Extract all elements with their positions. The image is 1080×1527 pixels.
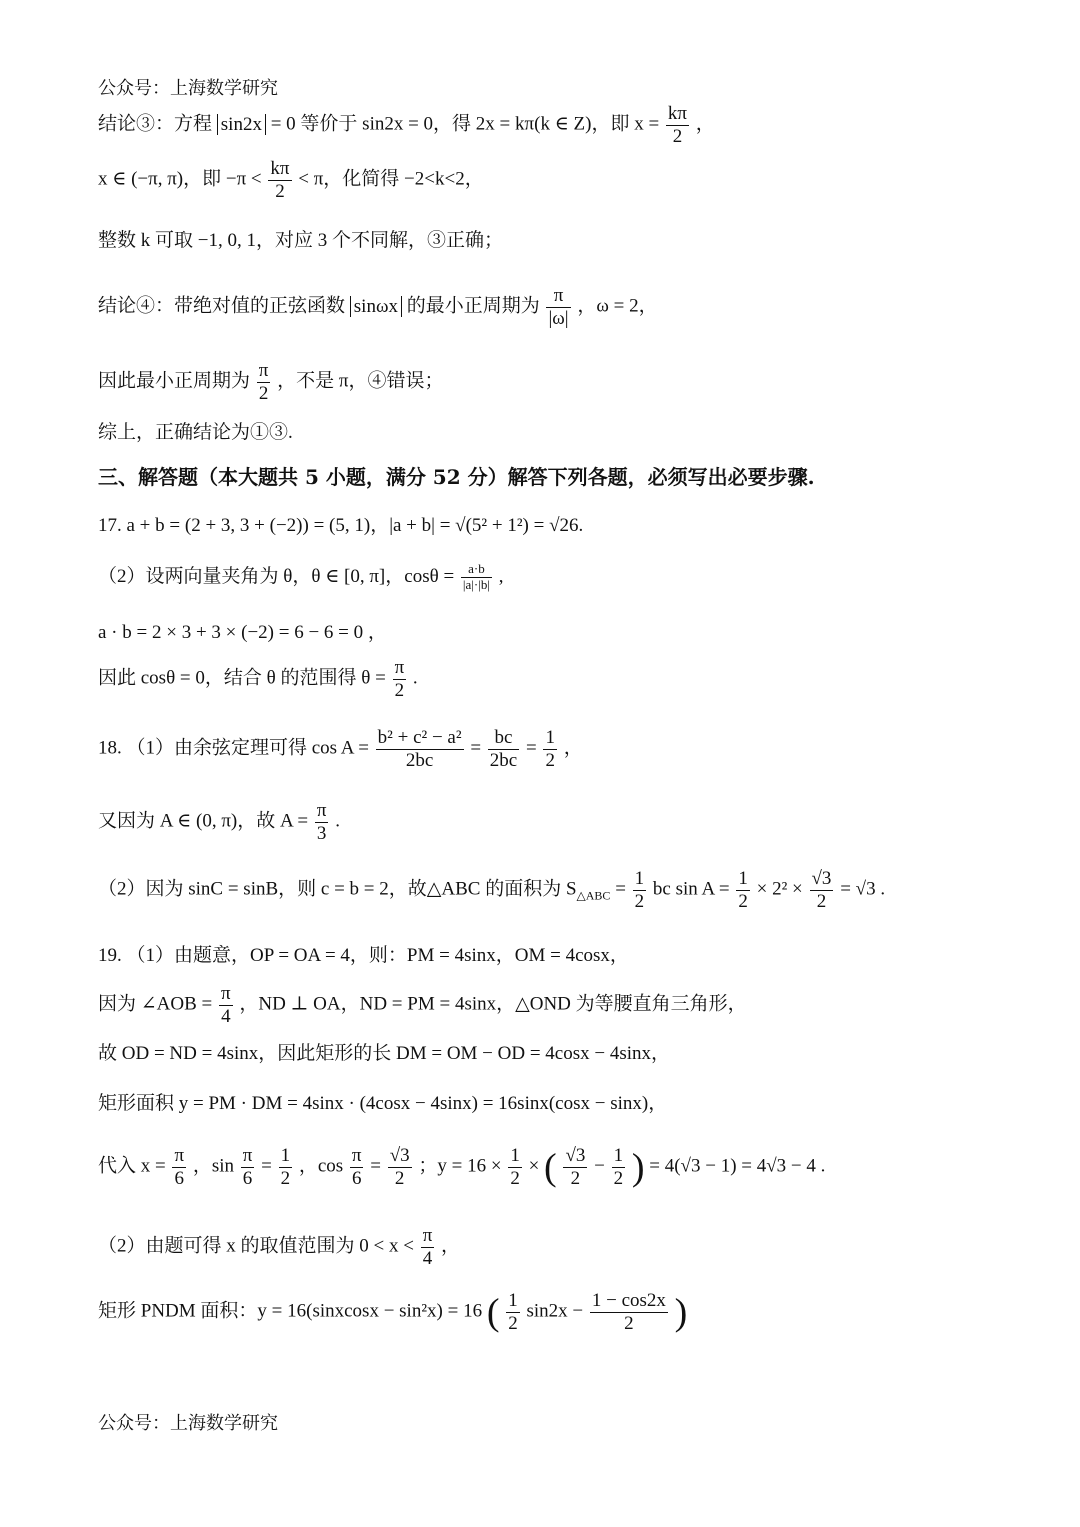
text: x ∈ (−π, π)，即 −π < bbox=[98, 168, 262, 190]
conclusion-4-line-2 bbox=[98, 360, 443, 405]
text: = √3 . bbox=[840, 878, 886, 900]
denominator: 6 bbox=[174, 1167, 185, 1189]
fraction bbox=[257, 360, 271, 405]
fraction bbox=[279, 1145, 293, 1190]
text: ，ND ⊥ OA，ND = PM = 4sinx，△OND 为等腰直角三角形， bbox=[239, 993, 747, 1015]
text: = bbox=[370, 1155, 381, 1177]
text: 结论③：方程 bbox=[98, 113, 213, 135]
fraction bbox=[376, 727, 464, 772]
q19-line-6 bbox=[98, 1225, 460, 1270]
numerator: 1 bbox=[634, 868, 645, 889]
numerator: √3 bbox=[389, 1145, 410, 1166]
numerator: π bbox=[351, 1145, 362, 1166]
numerator: π bbox=[422, 1225, 433, 1246]
fraction bbox=[393, 657, 407, 702]
text: bc sin A = bbox=[652, 878, 730, 900]
denominator: 2 bbox=[545, 749, 555, 771]
text: （2）设两向量夹角为 θ，θ ∈ [0, π]，cosθ = bbox=[98, 565, 455, 587]
text: 因此 cosθ = 0，结合 θ 的范围得 θ = bbox=[98, 667, 386, 689]
text: < π，化简得 −2<k<2， bbox=[298, 168, 484, 190]
right-paren: ) bbox=[674, 1291, 688, 1334]
denominator: 2 bbox=[280, 1167, 291, 1189]
text: 因为 ∠AOB = bbox=[98, 993, 213, 1015]
denominator: 2bc bbox=[489, 749, 518, 771]
numerator: bc bbox=[488, 727, 519, 750]
conclusion-3-line-3: 整数 k 可取 −1, 0, 1，对应 3 个不同解，③正确； bbox=[98, 230, 503, 251]
fraction bbox=[563, 1145, 587, 1190]
numerator: 1 bbox=[510, 1145, 520, 1166]
text: ， bbox=[695, 113, 715, 135]
abs-expression: sin2x bbox=[217, 114, 266, 135]
fraction bbox=[488, 727, 519, 772]
denominator: 2 bbox=[624, 1312, 634, 1334]
numerator: π bbox=[221, 983, 231, 1004]
text: 矩形 PNDM 面积：y = 16(sinxcosx − sin²x) = 16 bbox=[98, 1300, 483, 1322]
numerator: √3 bbox=[565, 1145, 586, 1166]
numerator: π bbox=[546, 285, 570, 308]
section-3-heading: 三、解答题（本大题共 5 小题，满分 52 分）解答下列各题，必须写出必要步骤. bbox=[98, 465, 815, 489]
q17-line-2 bbox=[98, 562, 503, 593]
numerator: 1 bbox=[613, 1145, 624, 1166]
text: 的最小正周期为 bbox=[406, 295, 540, 317]
text: 代入 x = bbox=[98, 1155, 166, 1177]
text: × 2² × bbox=[756, 878, 803, 900]
text: ，cos bbox=[298, 1155, 344, 1177]
text: sin2x − bbox=[526, 1300, 584, 1322]
denominator: 2 bbox=[508, 1312, 518, 1334]
denominator: 4 bbox=[221, 1005, 231, 1027]
q19-line-7 bbox=[98, 1290, 687, 1335]
fraction bbox=[633, 868, 647, 913]
fraction bbox=[543, 727, 557, 772]
text: ，sin bbox=[192, 1155, 234, 1177]
denominator: |a|·|b| bbox=[462, 576, 490, 592]
q18-line-2 bbox=[98, 800, 340, 845]
text: . bbox=[412, 667, 418, 689]
fraction bbox=[612, 1145, 626, 1190]
q19-line-4: 矩形面积 y = PM · DM = 4sinx · (4cosx − 4sinx) = 16sinx(cosx − sinx)， bbox=[98, 1093, 668, 1114]
fraction bbox=[546, 285, 570, 330]
numerator: 1 − cos2x bbox=[591, 1290, 666, 1311]
denominator: 3 bbox=[316, 822, 327, 844]
numerator: 1 bbox=[508, 1290, 518, 1311]
fraction bbox=[268, 158, 291, 203]
text: = bbox=[615, 878, 626, 900]
page-footer: 公众号：上海数学研究 bbox=[98, 1413, 278, 1434]
text: = 0 等价于 sin2x = 0，得 2x = kπ(k ∈ Z)，即 x = bbox=[270, 113, 660, 135]
text: 又因为 A ∈ (0, π)，故 A = bbox=[98, 810, 309, 832]
denominator: 2 bbox=[275, 180, 285, 202]
numerator: √3 bbox=[811, 868, 832, 889]
q19-line-3: 故 OD = ND = 4sinx，因此矩形的长 DM = OM − OD = 4cosx − 4sinx， bbox=[98, 1043, 671, 1064]
text: = bbox=[525, 737, 537, 759]
denominator: 2 bbox=[613, 1167, 624, 1189]
text: , bbox=[498, 565, 504, 587]
text: （2）由题可得 x 的取值范围为 0 < x < bbox=[98, 1235, 414, 1257]
q18-line-3 bbox=[98, 868, 885, 913]
text: ，不是 π，④错误； bbox=[277, 370, 444, 392]
text: ；y = 16 × bbox=[418, 1155, 502, 1177]
conclusion-3-line-2 bbox=[98, 158, 484, 203]
text: 因此最小正周期为 bbox=[98, 370, 251, 392]
left-paren: ( bbox=[486, 1291, 500, 1334]
denominator: 2 bbox=[570, 1167, 581, 1189]
fraction bbox=[810, 868, 834, 913]
numerator: 1 bbox=[738, 868, 748, 889]
denominator: 2 bbox=[672, 125, 683, 147]
fraction bbox=[350, 1145, 364, 1190]
fraction bbox=[172, 1145, 186, 1190]
fraction bbox=[506, 1290, 520, 1335]
numerator: 1 bbox=[280, 1145, 291, 1166]
numerator: b² + c² − a² bbox=[377, 727, 462, 748]
left-paren: ( bbox=[544, 1146, 557, 1189]
summary-line: 综上，正确结论为①③. bbox=[98, 422, 293, 443]
right-paren: ) bbox=[631, 1146, 645, 1189]
text: − bbox=[594, 1155, 605, 1177]
q19-line-1: 19. （1）由题意，OP = OA = 4，则：PM = 4sinx，OM = 4cosx， bbox=[98, 945, 629, 966]
fraction bbox=[219, 983, 233, 1028]
numerator: 1 bbox=[545, 727, 555, 748]
q17-line-1: 17. a + b = (2 + 3, 3 + (−2)) = (5, 1)，|a + b| = √(5² + 1²) = √26. bbox=[98, 515, 584, 536]
numerator: π bbox=[258, 360, 269, 381]
conclusion-3-line-1 bbox=[98, 103, 715, 148]
denominator: 6 bbox=[351, 1167, 362, 1189]
text: . bbox=[335, 810, 340, 832]
text: 18. （1）由余弦定理可得 cos A = bbox=[98, 737, 369, 759]
conclusion-4-line-1 bbox=[98, 285, 658, 330]
text: = 4(√3 − 1) = 4√3 − 4 . bbox=[649, 1155, 826, 1177]
denominator: 2 bbox=[738, 890, 748, 912]
fraction bbox=[421, 1225, 435, 1270]
fraction bbox=[590, 1290, 668, 1335]
text: × bbox=[528, 1155, 540, 1177]
denominator: 2 bbox=[394, 1167, 405, 1189]
fraction bbox=[461, 562, 492, 593]
text: = bbox=[261, 1155, 272, 1177]
numerator: kπ bbox=[667, 103, 687, 124]
denominator: 4 bbox=[422, 1247, 433, 1269]
fraction bbox=[508, 1145, 522, 1190]
fraction bbox=[315, 800, 329, 845]
fraction bbox=[241, 1145, 255, 1190]
page-header: 公众号：上海数学研究 bbox=[98, 78, 278, 99]
denominator: 6 bbox=[242, 1167, 253, 1189]
denominator: 2 bbox=[510, 1167, 520, 1189]
fraction bbox=[666, 103, 689, 148]
denominator: |ω| bbox=[548, 307, 569, 329]
text: （2）因为 sinC = sinB，则 c = b = 2，故△ABC 的面积为 S bbox=[98, 878, 577, 900]
text: ， bbox=[563, 737, 583, 759]
q18-line-1 bbox=[98, 727, 583, 772]
subscript: △ABC bbox=[576, 888, 611, 903]
denominator: 2 bbox=[634, 890, 645, 912]
q19-line-2 bbox=[98, 983, 747, 1028]
text: 结论④：带绝对值的正弦函数 bbox=[98, 295, 346, 317]
numerator: a·b bbox=[461, 562, 492, 578]
numerator: kπ bbox=[270, 158, 290, 179]
text: = bbox=[470, 737, 482, 759]
q17-line-3: a · b = 2 × 3 + 3 × (−2) = 6 − 6 = 0 ， bbox=[98, 622, 387, 643]
denominator: 2 bbox=[394, 679, 405, 701]
numerator: π bbox=[174, 1145, 185, 1166]
abs-expression: sinωx bbox=[350, 296, 402, 317]
numerator: π bbox=[316, 800, 327, 821]
numerator: π bbox=[394, 657, 405, 678]
denominator: 2 bbox=[816, 890, 827, 912]
numerator: π bbox=[242, 1145, 253, 1166]
q17-line-4 bbox=[98, 657, 418, 702]
fraction bbox=[736, 868, 750, 913]
text: ，ω = 2， bbox=[577, 295, 658, 317]
fraction bbox=[388, 1145, 412, 1190]
denominator: 2bc bbox=[405, 749, 434, 771]
text: ， bbox=[441, 1235, 461, 1257]
q19-line-5 bbox=[98, 1145, 825, 1190]
denominator: 2 bbox=[258, 382, 269, 404]
